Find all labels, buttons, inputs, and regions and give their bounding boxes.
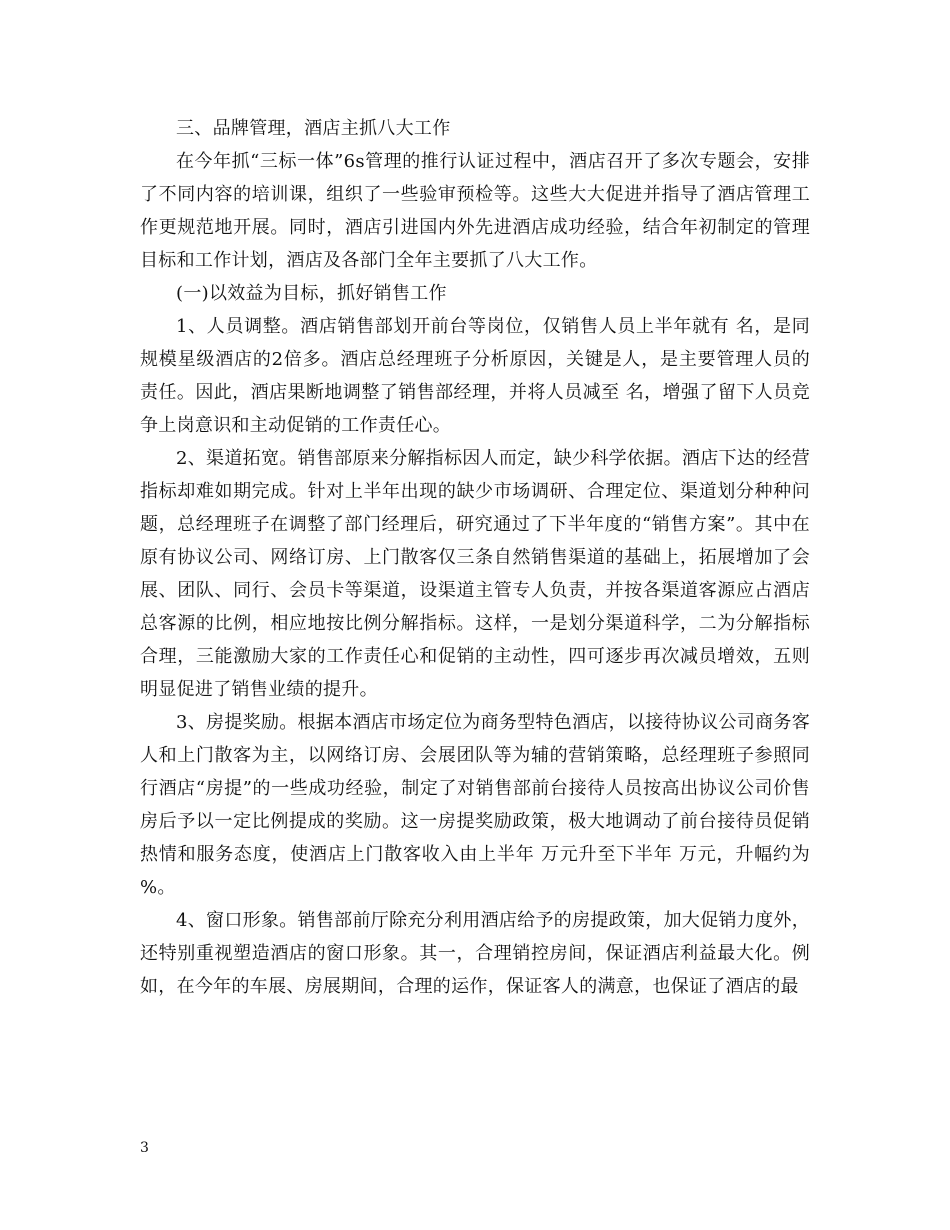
item-personnel-adjustment: 1、人员调整。酒店销售部划开前台等岗位，仅销售人员上半年就有 名，是同规模星级酒店的2倍多。酒店总经理班子分析原因，关键是人，是主要管理人员的责任。因此，酒店果断地调整了销售部经理，并将人员减至 名，增强了留下人员竞争上岗意识和主动促销的工作责任心。 [140, 316, 810, 436]
section-title: 三、品牌管理，酒店主抓八大工作 [176, 118, 451, 139]
subsection-title: (一)以效益为目标，抓好销售工作 [176, 283, 447, 304]
page-number: 3 [140, 1140, 149, 1156]
item-window-image: 4、窗口形象。销售部前厅除充分利用酒店给予的房提政策，加大促销力度外，还特别重视塑造酒店的窗口形象。其一，合理销控房间，保证酒店利益最大化。例如，在今年的车展、房展期间，合理的运作，保证客人的满意，也保证了酒店的最 [140, 910, 810, 997]
document-body [140, 112, 810, 1003]
item-channel-expansion: 2、渠道拓宽。销售部原来分解指标因人而定，缺少科学依据。酒店下达的经营指标却难如期完成。针对上半年出现的缺少市场调研、合理定位、渠道划分种种问题，总经理班子在调整了部门经理后，研究通过了下半年度的“销售方案”。其中在原有协议公司、网络订房、上门散客仅三条自然销售渠道的基础上，拓展增加了会展、团队、同行、会员卡等渠道，设渠道主管专人负责，并按各渠道客源应占酒店总客源的比例，相应地按比例分解指标。这样，一是划分渠道科学，二为分解指标合理，三能激励大家的工作责任心和促销的主动性，四可逐步再次减员增效，五则明显促进了销售业绩的提升。 [140, 448, 810, 700]
item-room-commission-reward: 3、房提奖励。根据本酒店市场定位为商务型特色酒店，以接待协议公司商务客人和上门散客为主，以网络订房、会展团队等为辅的营销策略，总经理班子参照同行酒店“房提”的一些成功经验，制定了对销售部前台接待人员按高出协议公司价售房后予以一定比例提成的奖励。这一房提奖励政策，极大地调动了前台接待员促销热情和服务态度，使酒店上门散客收入由上半年 万元升至下半年 万元，升幅约为 %。 [140, 712, 810, 898]
intro-paragraph: 在今年抓“三标一体”6s管理的推行认证过程中，酒店召开了多次专题会，安排了不同内容的培训课，组织了一些验审预检等。这些大大促进并指导了酒店管理工作更规范地开展。同时，酒店引进国内外先进酒店成功经验，结合年初制定的管理目标和工作计划，酒店及各部门全年主要抓了八大工作。 [140, 151, 810, 271]
